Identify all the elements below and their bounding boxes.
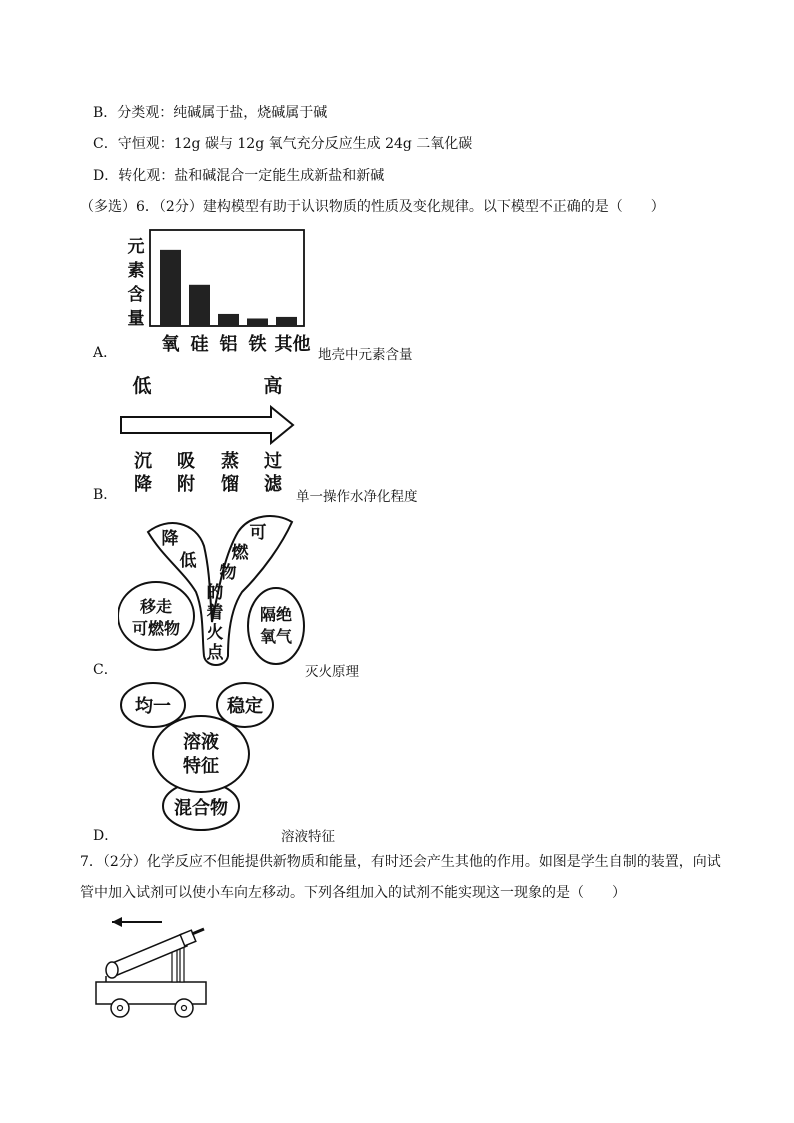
wheel-hub (118, 1006, 123, 1011)
right-oval-text: 氧气 (259, 627, 293, 646)
leaf-char: 物 (219, 563, 237, 583)
op-char: 过 (264, 451, 282, 472)
q7-stem-line1: 7．（2分）化学反应不但能提供新物质和能量，有时还会产生其他的作用。如图是学生自制的装置，向试 (80, 854, 721, 870)
op-char: 滤 (264, 474, 282, 495)
op-char: 吸 (177, 451, 195, 472)
bar-4 (276, 317, 297, 326)
wheel-hub (182, 1006, 187, 1011)
right-oval-text: 隔绝 (259, 605, 293, 624)
fire-extinguishing-diagram (118, 510, 308, 670)
q6-option-a-letter: A． (93, 345, 118, 361)
stem-char: 的 (206, 583, 224, 603)
bar-0 (160, 250, 181, 326)
q5-option-c: C．守恒观：12g 碳与 12g 氧气充分反应生成 24g 二氧化碳 (93, 136, 473, 152)
q6-option-c-letter: C． (93, 662, 118, 678)
stem-char: 火 (206, 623, 224, 643)
leaf-char: 燃 (231, 543, 249, 563)
bubble-text: 稳定 (227, 696, 263, 717)
q6-stem: （多选）6．（2分）建构模型有助于认识物质的性质及变化规律。以下模型不正确的是（ ） (80, 199, 665, 215)
bar-3 (247, 318, 268, 326)
test-tube-cart-diagram (92, 912, 222, 1022)
bar-2 (218, 314, 239, 326)
category-label: 铝 (219, 334, 238, 355)
op-char: 沉 (134, 451, 152, 472)
bubble-text: 特征 (183, 756, 219, 777)
ylabel-char: 素 (127, 261, 145, 281)
arrow-right-icon (121, 407, 293, 443)
q7-stem-line2: 管中加入试剂可以使小车向左移动。下列各组加入的试剂不能实现这一现象的是（ ） (80, 885, 626, 901)
op-char: 附 (177, 474, 195, 495)
op-char: 降 (134, 474, 152, 495)
water-purification-arrow-diagram (115, 370, 305, 500)
left-oval (118, 582, 194, 650)
q6-option-b-letter: B． (93, 487, 118, 503)
stem-char: 着 (206, 603, 224, 623)
high-label: 高 (263, 375, 283, 397)
left-oval-text: 可燃物 (131, 619, 181, 638)
q5-option-d: D．转化观：盐和碱混合一定能生成新盐和新碱 (93, 168, 385, 184)
bubble-text: 均一 (135, 696, 171, 717)
left-oval-text: 移走 (139, 597, 173, 616)
leaf-char: 降 (161, 529, 179, 549)
crust-element-bar-chart (118, 226, 318, 356)
category-label: 其他 (274, 334, 311, 355)
q6-option-a-caption: 地壳中元素含量 (318, 347, 413, 363)
category-label: 硅 (190, 334, 209, 355)
op-char: 馏 (221, 474, 239, 495)
bubble-text: 混合物 (174, 798, 228, 819)
category-label: 铁 (248, 334, 267, 355)
leaf-char: 低 (179, 551, 197, 571)
bubble-text: 溶液 (183, 732, 219, 753)
q6-option-b-caption: 单一操作水净化程度 (296, 489, 418, 505)
ylabel-char: 元 (127, 237, 145, 257)
q6-option-d-caption: 溶液特征 (281, 829, 335, 845)
nozzle (192, 929, 204, 934)
q5-option-b: B．分类观：纯碱属于盐，烧碱属于碱 (93, 105, 328, 121)
q6-option-d-letter: D． (93, 828, 119, 844)
stem-char: 点 (206, 643, 224, 663)
op-char: 蒸 (221, 451, 239, 472)
tube-bottom (106, 962, 118, 978)
ylabel-char: 量 (127, 309, 145, 329)
category-label: 氧 (161, 334, 180, 355)
leaf-char: 可 (249, 523, 267, 543)
low-label: 低 (132, 375, 152, 397)
right-oval (248, 588, 304, 664)
q6-option-c-caption: 灭火原理 (305, 664, 359, 680)
bubble-center (153, 716, 249, 792)
solution-features-diagram (115, 678, 285, 838)
ylabel-char: 含 (127, 285, 145, 305)
bar-1 (189, 285, 210, 326)
